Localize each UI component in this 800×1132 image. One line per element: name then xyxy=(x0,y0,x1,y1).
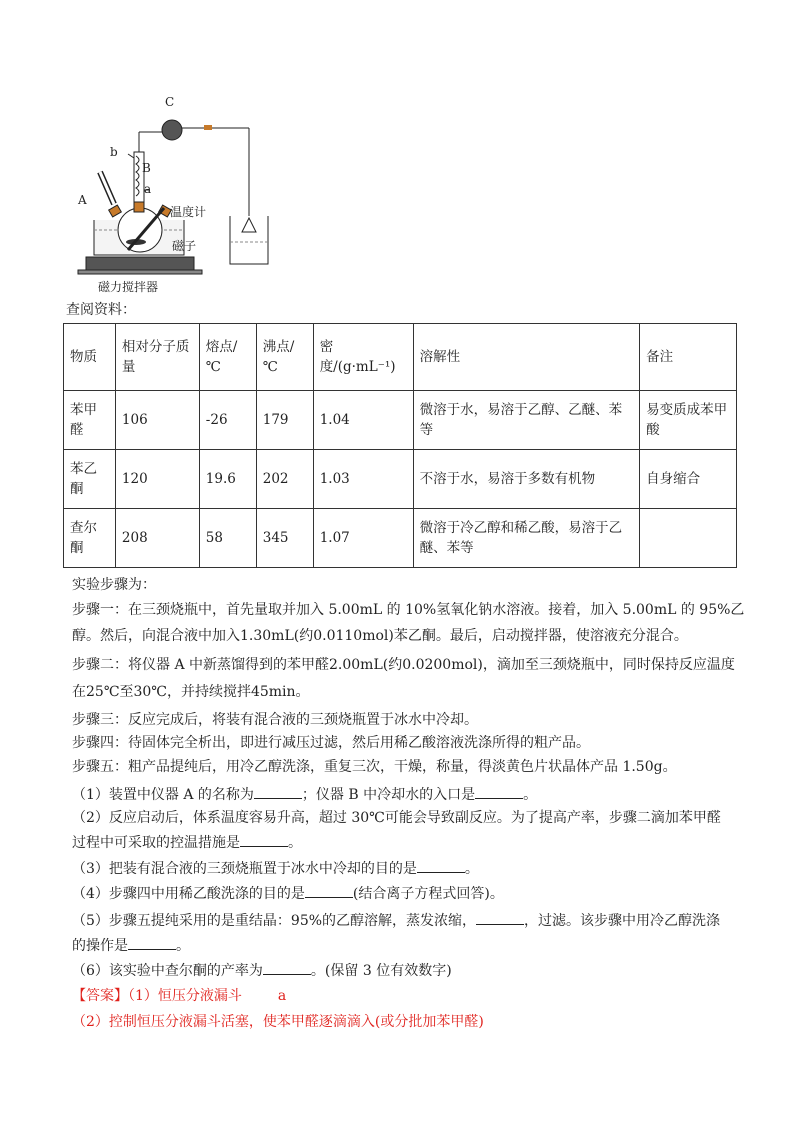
table-cell: 202 xyxy=(256,450,313,509)
step-4: 步骤四：待固体完全析出，即进行减压过滤，然后用稀乙酸溶液洗涤所得的粗产品。 xyxy=(72,735,590,751)
label-magnet: 磁子 xyxy=(172,239,197,253)
table-cell: -26 xyxy=(199,391,256,450)
step-3: 步骤三：反应完成后，将装有混合液的三颈烧瓶置于冰水中冷却。 xyxy=(72,712,478,728)
question-5-line-2: 的操作是 。 xyxy=(72,935,190,956)
question-6: （6）该实验中查尔酮的产率为 。(保留 3 位有效数字) xyxy=(72,960,452,981)
label-a-upper: A xyxy=(78,193,87,207)
header-cell: 备注 xyxy=(640,324,737,391)
reference-label: 查阅资料： xyxy=(66,302,136,318)
step-1-line-1: 步骤一：在三颈烧瓶中，首先量取并加入 5.00mL 的 10%氢氧化钠水溶液。接着，加入 5.00mL 的 95%乙 xyxy=(72,602,745,618)
label-b-upper: B xyxy=(142,161,151,175)
answer-blank xyxy=(128,935,176,950)
table-header-row xyxy=(64,324,737,391)
header-cell: 密度/(g·mL⁻¹) xyxy=(313,324,413,391)
answer-tag: 【答案】 xyxy=(72,988,128,1004)
answer-2: （2）控制恒压分液漏斗活塞，使苯甲醛逐滴滴入(或分批加苯甲醛) xyxy=(72,1014,484,1030)
label-thermometer: 温度计 xyxy=(170,205,207,219)
table-cell: 1.03 xyxy=(313,450,413,509)
question-2-line-1: （2）反应启动后，体系温度容易升高，超过 30℃可能会导致副反应。为了提高产率，步骤二滴加苯甲醛 xyxy=(72,810,721,826)
apparatus-figure xyxy=(64,92,294,297)
header-cell: 相对分子质量 xyxy=(115,324,199,391)
table-cell xyxy=(640,509,737,568)
answer-blank xyxy=(476,910,524,925)
table-cell: 自身缩合 xyxy=(640,450,737,509)
question-4: （4）步骤四中用稀乙酸洗涤的目的是 (结合离子方程式回答)。 xyxy=(72,883,504,904)
table-cell: 208 xyxy=(115,509,199,568)
answer-1: 【答案】（1）恒压分液漏斗 a xyxy=(72,988,287,1004)
label-b-lower: b xyxy=(110,145,118,159)
table-cell: 苯乙酮 xyxy=(64,450,116,509)
table-cell: 19.6 xyxy=(199,450,256,509)
question-3: （3）把装有混合液的三颈烧瓶置于冰水中冷却的目的是 。 xyxy=(72,858,479,879)
properties-table xyxy=(63,323,737,568)
step-5: 步骤五：粗产品提纯后，用冷乙醇洗涤，重复三次，干燥，称量，得淡黄色片状晶体产品 1.50g。 xyxy=(72,759,677,775)
table-cell: 查尔酮 xyxy=(64,509,116,568)
label-a-lower: a xyxy=(144,182,152,196)
drying-tube-c xyxy=(162,120,182,140)
header-cell: 溶解性 xyxy=(413,324,639,391)
table-cell: 苯甲醛 xyxy=(64,391,116,450)
beaker xyxy=(230,216,268,264)
table-cell: 120 xyxy=(115,450,199,509)
table-row xyxy=(64,509,737,568)
header-cell: 沸点/℃ xyxy=(256,324,313,391)
label-c: C xyxy=(165,95,175,109)
table-row xyxy=(64,450,737,509)
table-row xyxy=(64,391,737,450)
question-1: （1）装置中仪器 A 的名称为 ；仪器 B 中冷却水的入口是 。 xyxy=(72,784,537,805)
header-cell: 熔点/℃ xyxy=(199,324,256,391)
three-neck-flask xyxy=(118,208,162,252)
stirrer-base xyxy=(86,257,194,271)
step-2-line-2: 在25℃至30℃，并持续搅拌45min。 xyxy=(72,684,310,700)
step-2-line-1: 步骤二：将仪器 A 中新蒸馏得到的苯甲醛2.00mL(约0.0200mol)，滴加至三颈烧瓶中，同时保持反应温度 xyxy=(72,657,735,673)
answer-blank xyxy=(475,784,523,799)
table-cell: 58 xyxy=(199,509,256,568)
label-stirrer: 磁力搅拌器 xyxy=(98,280,159,294)
question-5-line-1: （5）步骤五提纯采用的是重结晶：95%的乙醇溶解，蒸发浓缩， ，过滤。该步骤中用冷乙醇洗涤 xyxy=(72,910,720,931)
steps-title: 实验步骤为： xyxy=(72,577,156,593)
table-cell: 易变质成苯甲酸 xyxy=(640,391,737,450)
answer-blank xyxy=(417,858,465,873)
table-cell: 106 xyxy=(115,391,199,450)
table-cell: 345 xyxy=(256,509,313,568)
table-cell: 不溶于水，易溶于多数有机物 xyxy=(413,450,639,509)
header-cell: 物质 xyxy=(64,324,116,391)
step-1-line-2: 醇。然后，向混合液中加入1.30mL(约0.0110mol)苯乙酮。最后，启动搅拌器，使溶液充分混合。 xyxy=(72,628,688,644)
table-cell: 179 xyxy=(256,391,313,450)
question-2-line-2: 过程中可采取的控温措施是 。 xyxy=(72,832,302,853)
table-cell: 1.04 xyxy=(313,391,413,450)
table-cell: 1.07 xyxy=(313,509,413,568)
stirrer-foot xyxy=(78,270,202,274)
answer-blank xyxy=(254,784,302,799)
answer-blank xyxy=(305,883,353,898)
answer-blank xyxy=(240,832,288,847)
table-cell: 微溶于冷乙醇和稀乙酸，易溶于乙醚、苯等 xyxy=(413,509,639,568)
table-cell: 微溶于水，易溶于乙醇、乙醚、苯等 xyxy=(413,391,639,450)
answer-blank xyxy=(263,960,311,975)
